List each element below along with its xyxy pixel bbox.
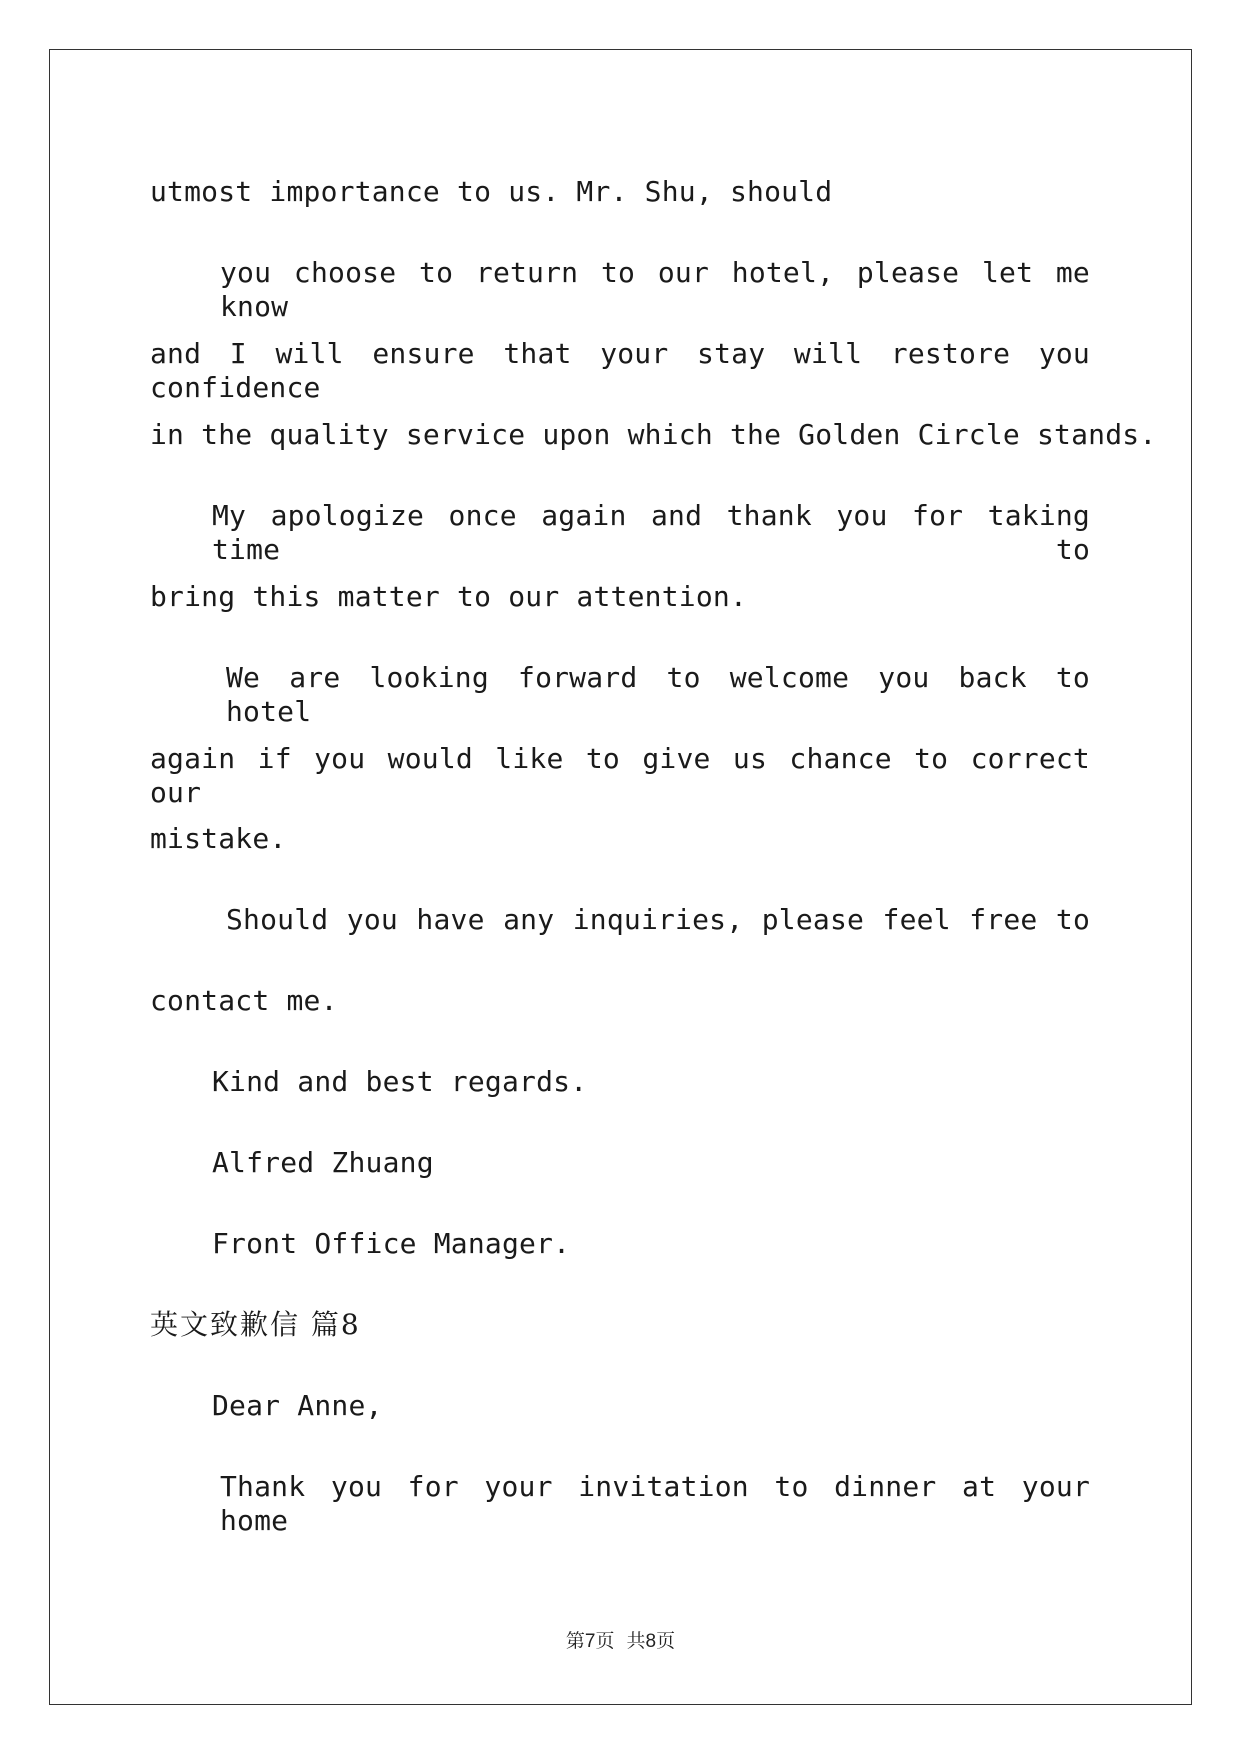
footer-total-pages: 8	[645, 1631, 657, 1652]
text-line: contact me.	[150, 984, 338, 1017]
text-line: and I will ensure that your stay will restore you confidence	[150, 337, 1090, 404]
footer-page-number: 7	[584, 1631, 596, 1652]
text-line: Alfred Zhuang	[212, 1146, 434, 1179]
text-line: again if you would like to give us chance to correct our	[150, 742, 1090, 809]
text-line: in the quality service upon which the Golden Circle stands.	[150, 418, 1157, 451]
text-line: My apologize once again and thank you for taking time to	[212, 499, 1090, 566]
section-heading: 英文致歉信 篇8	[150, 1308, 361, 1341]
text-line: Dear Anne,	[212, 1389, 383, 1422]
text-line: We are looking forward to welcome you back to hotel	[226, 661, 1090, 728]
text-line: bring this matter to our attention.	[150, 580, 748, 613]
footer-middle: 页 共	[595, 1630, 646, 1652]
page-footer	[0, 1626, 1241, 1653]
text-line: Should you have any inquiries, please feel free to	[226, 903, 1090, 936]
text-line: Thank you for your invitation to dinner at your home	[220, 1470, 1090, 1537]
footer-prefix: 第	[565, 1630, 585, 1652]
footer-suffix: 页	[656, 1630, 676, 1652]
text-line: Front Office Manager.	[212, 1227, 571, 1260]
text-line: utmost importance to us. Mr. Shu, should	[150, 175, 833, 208]
text-line: you choose to return to our hotel, please let me know	[220, 256, 1090, 323]
text-line: mistake.	[150, 822, 287, 855]
text-line: Kind and best regards.	[212, 1065, 588, 1098]
